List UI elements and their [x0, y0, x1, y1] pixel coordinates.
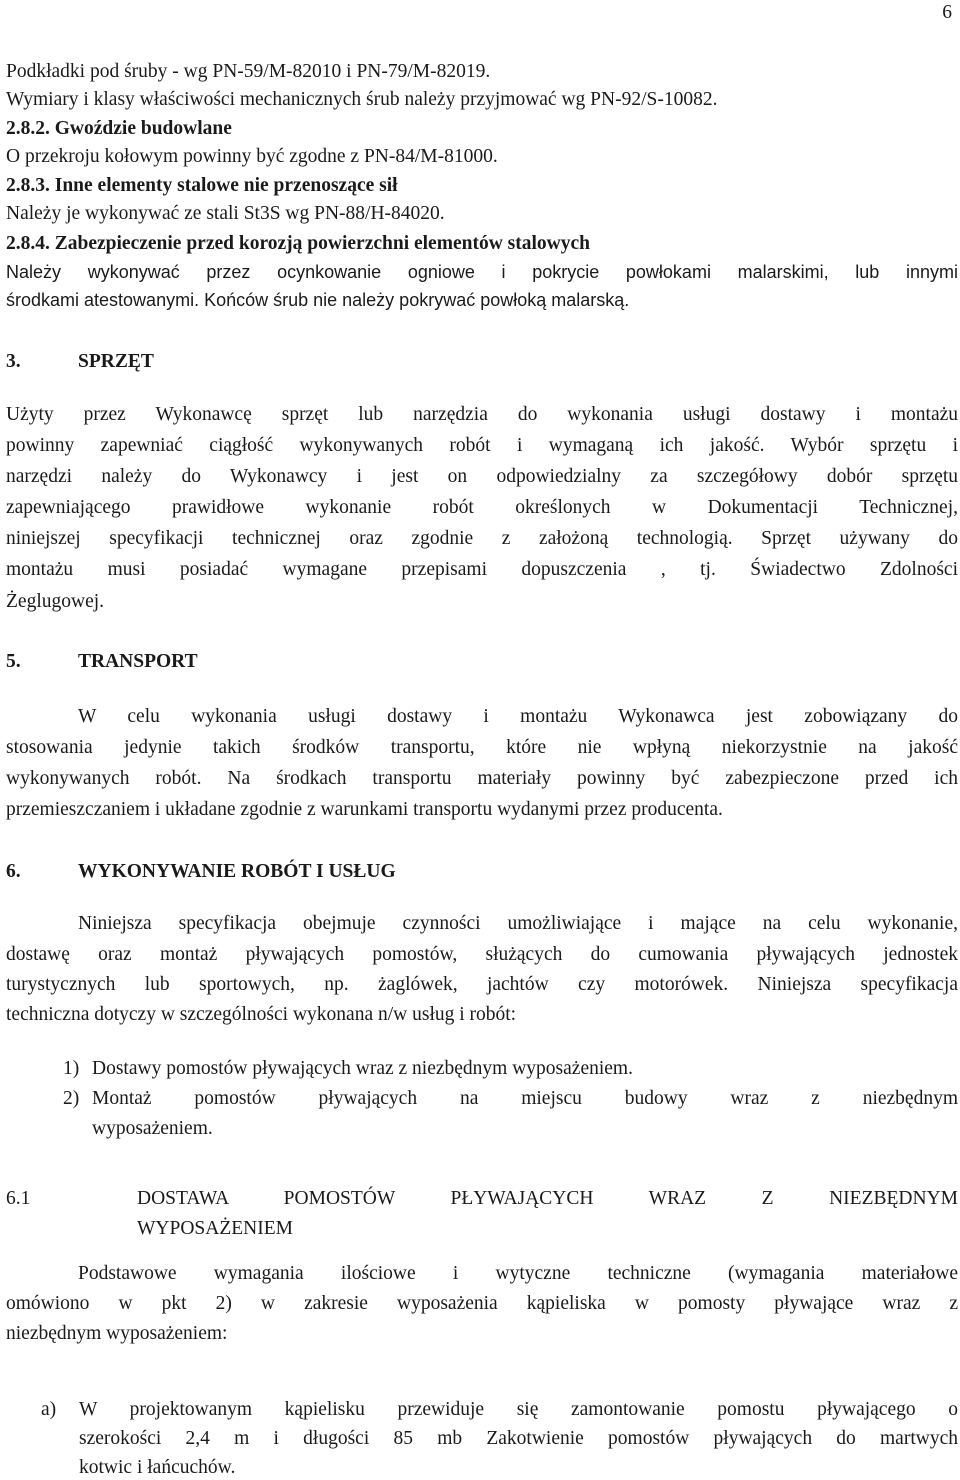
- paragraph-line: dostawę oraz montaż pływających pomostów, służących do cumowania pływających jednostek: [6, 944, 958, 965]
- paragraph-line: zapewniającego prawidłowe wykonanie robót określonych w Dokumentacji Technicznej,: [6, 497, 958, 518]
- paragraph-line: przemieszczaniem i układane zgodnie z warunkami transportu wydanymi przez producenta.: [6, 799, 723, 820]
- list-item: W projektowanym kąpielisku przewiduje się zamontowanie pomostu pływającego o: [79, 1399, 958, 1420]
- section-number: 6.: [6, 861, 21, 882]
- subsection-heading: 2.8.4. Zabezpieczenie przed korozją powierzchni elementów stalowych: [6, 233, 590, 254]
- section-title: TRANSPORT: [78, 651, 198, 672]
- section-number: 5.: [6, 651, 21, 672]
- paragraph-line: niniejszej specyfikacji technicznej oraz zgodnie z założoną technologią. Sprzęt używany do: [6, 528, 958, 549]
- paragraph-line: powinny zapewniać ciągłość wykonywanych robót i wymaganą ich jakość. Wybór sprzętu i: [6, 435, 958, 456]
- section-title: WYKONYWANIE ROBÓT I USŁUG: [78, 861, 396, 882]
- section-number: 6.1: [6, 1188, 31, 1209]
- paragraph-line: Użyty przez Wykonawcę sprzęt lub narzędzia do wykonania usługi dostawy i montażu: [6, 404, 958, 425]
- paragraph-line: wykonywanych robót. Na środkach transportu materiały powinny być zabezpieczone przed ich: [6, 768, 958, 789]
- paragraph-line: montażu musi posiadać wymagane przepisami dopuszczenia , tj. Świadectwo Zdolności: [6, 559, 958, 580]
- subsection-heading: 2.8.2. Gwoździe budowlane: [6, 118, 232, 139]
- text-line: Podkładki pod śruby - wg PN-59/M-82010 i PN-79/M-82019.: [6, 61, 491, 82]
- section-number: 3.: [6, 351, 21, 372]
- paragraph-line: Niniejsza specyfikacja obejmuje czynności umożliwiające i mające na celu wykonanie,: [78, 913, 958, 934]
- list-item: wyposażeniem.: [92, 1118, 213, 1139]
- text-line: Wymiary i klasy właściwości mechanicznych śrub należy przyjmować wg PN-92/S-10082.: [6, 89, 718, 110]
- list-item: kotwic i łańcuchów.: [79, 1457, 236, 1478]
- paragraph-line: Żeglugowej.: [6, 591, 105, 612]
- paragraph-line: Podstawowe wymagania ilościowe i wytyczne techniczne (wymagania materiałowe: [78, 1263, 958, 1284]
- paragraph-line: techniczna dotyczy w szczególności wykonana n/w usług i robót:: [6, 1004, 517, 1025]
- text-line: środkami atestowanymi. Końców śrub nie należy pokrywać powłoką malarską.: [6, 290, 630, 310]
- section-title: WYPOSAŻENIEM: [137, 1218, 293, 1239]
- paragraph-line: narzędzi należy do Wykonawcy i jest on odpowiedzialny za szczegółowy dobór sprzętu: [6, 466, 958, 487]
- page-number: 6: [942, 2, 952, 23]
- section-title: DOSTAWA POMOSTÓW PŁYWAJĄCYCH WRAZ Z NIEZBĘDNYM: [137, 1188, 958, 1209]
- list-item-number: 1): [63, 1058, 80, 1079]
- text-line: Należy wykonywać przez ocynkowanie ogniowe i pokrycie powłokami malarskimi, lub innymi: [6, 262, 958, 282]
- paragraph-line: W celu wykonania usługi dostawy i montażu Wykonawca jest zobowiązany do: [78, 706, 958, 727]
- paragraph-line: stosowania jedynie takich środków transportu, które nie wpłyną niekorzystnie na jakość: [6, 737, 958, 758]
- text-line: O przekroju kołowym powinny być zgodne z PN-84/M-81000.: [6, 146, 498, 167]
- list-item-number: 2): [63, 1088, 80, 1109]
- paragraph-line: turystycznych lub sportowych, np. żaglówek, jachtów czy motorówek. Niniejsza specyfikacja: [6, 974, 958, 995]
- list-item-label: a): [41, 1399, 57, 1420]
- paragraph-line: niezbędnym wyposażeniem:: [6, 1323, 228, 1344]
- text-line: Należy je wykonywać ze stali St3S wg PN-88/H-84020.: [6, 203, 445, 224]
- list-item: Dostawy pomostów pływających wraz z niezbędnym wyposażeniem.: [92, 1058, 633, 1079]
- list-item: szerokości 2,4 m i długości 85 mb Zakotwienie pomostów pływających do martwych: [79, 1428, 958, 1449]
- section-title: SPRZĘT: [78, 351, 154, 372]
- paragraph-line: omówiono w pkt 2) w zakresie wyposażenia kąpieliska w pomosty pływające wraz z: [6, 1293, 958, 1314]
- subsection-heading: 2.8.3. Inne elementy stalowe nie przenoszące sił: [6, 175, 398, 196]
- list-item: Montaż pomostów pływających na miejscu budowy wraz z niezbędnym: [92, 1088, 958, 1109]
